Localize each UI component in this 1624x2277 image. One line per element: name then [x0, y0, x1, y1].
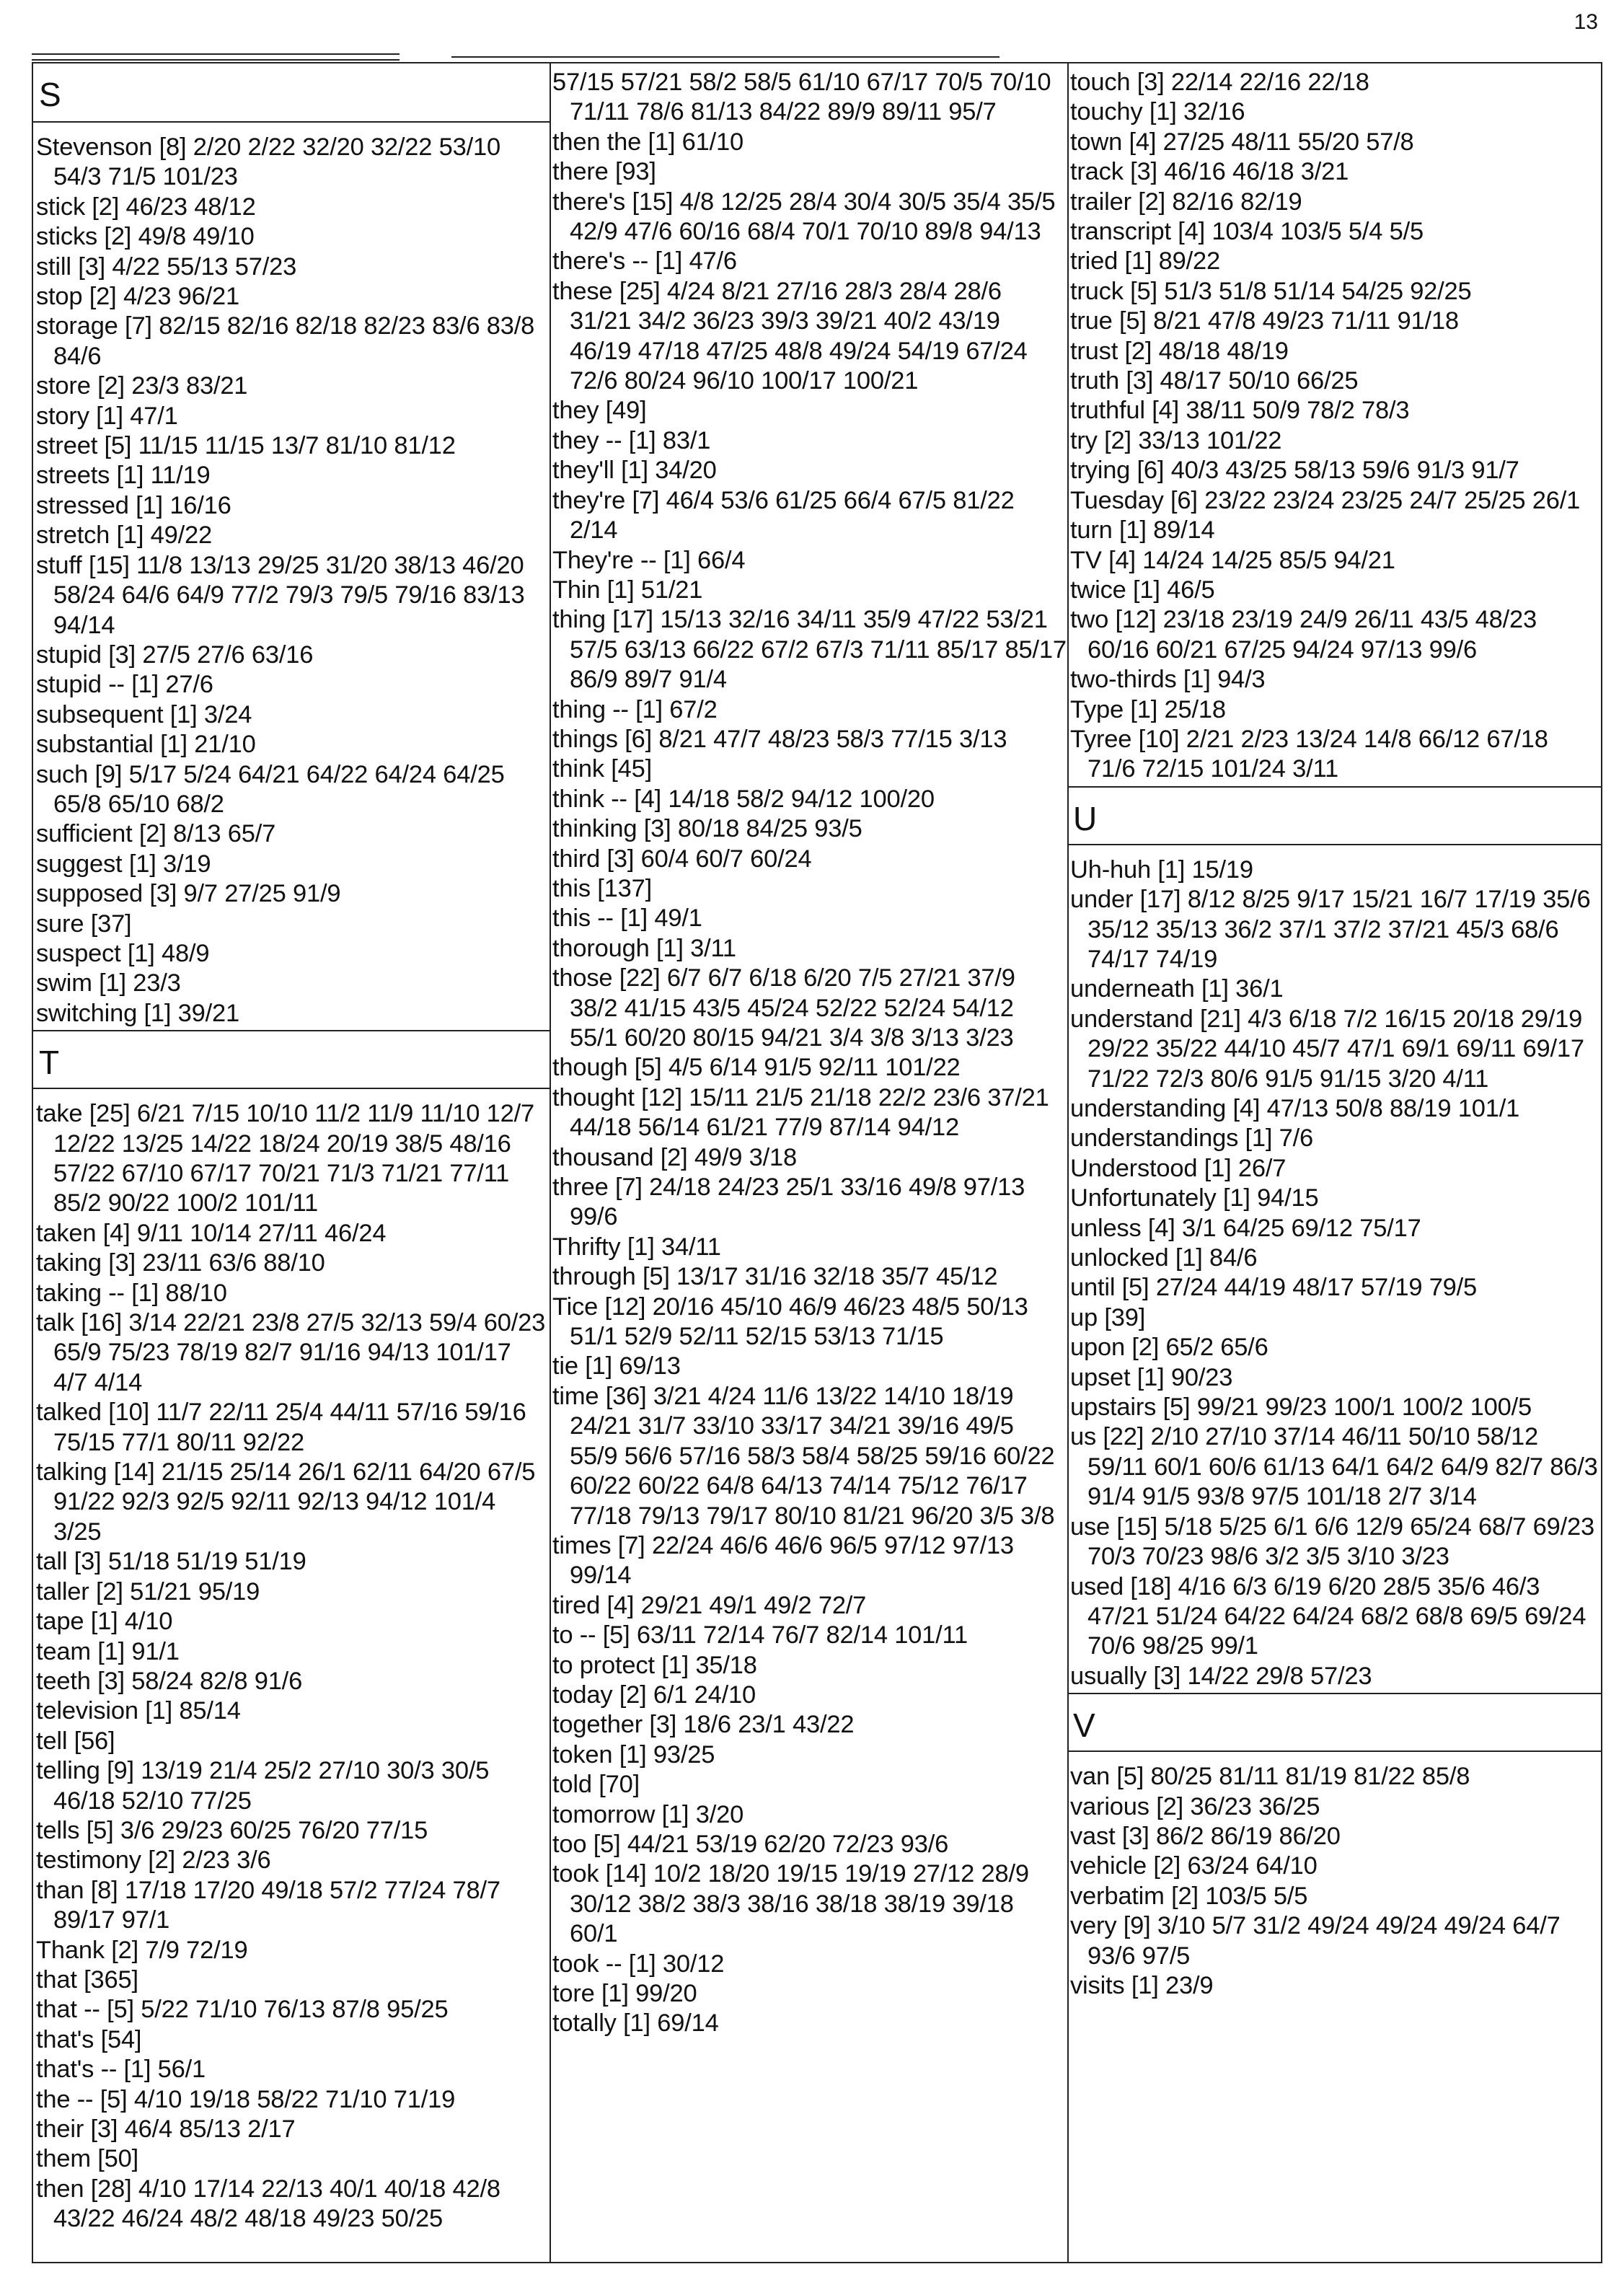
index-entry: this -- [1] 49/1: [552, 904, 702, 933]
index-entry: unless [4] 3/1 64/25 69/12 75/17: [1070, 1214, 1421, 1242]
index-entry: tried [1] 89/22: [1070, 247, 1220, 276]
index-entry: tired [4] 29/21 49/1 49/2 72/7: [552, 1591, 867, 1619]
index-entry: Understood [1] 26/7: [1070, 1154, 1287, 1182]
index-entry: supposed [3] 9/7 27/25 91/9: [36, 880, 341, 908]
index-entry: verbatim [2] 103/5 5/5: [1070, 1882, 1308, 1910]
index-entry: sufficient [2] 8/13 65/7: [36, 820, 276, 848]
index-entry: took -- [1] 30/12: [552, 1950, 725, 1978]
index-entry: up [39]: [1070, 1303, 1146, 1331]
index-entry: times [7] 22/24 46/6 46/6 96/5 97/12 97/13 99/14: [552, 1531, 1014, 1590]
index-entry: truck [5] 51/3 51/8 51/14 54/25 92/25: [1070, 277, 1472, 305]
index-entry: such [9] 5/17 5/24 64/21 64/22 64/24 64/25 65/8 65/10 68/2: [36, 760, 505, 818]
index-entry: Type [1] 25/18: [1070, 695, 1226, 723]
index-entry: Tuesday [6] 23/22 23/24 23/25 24/7 25/25 26/1: [1070, 486, 1581, 514]
index-entry: tie [1] 69/13: [552, 1352, 681, 1380]
index-entry: too [5] 44/21 53/19 62/20 72/23 93/6: [552, 1830, 949, 1858]
index-entry: those [22] 6/7 6/7 6/18 6/20 7/5 27/21 37/9 38/2 41/15 43/5 45/24 52/22 52/24 54/12 55/1 60/20 80/15 94/21 3/4 3/8 3/13 3/23: [552, 964, 1015, 1052]
header-rule: [451, 56, 999, 58]
index-section-continued: [550, 63, 1067, 2039]
index-entry: that [365]: [36, 1965, 138, 1994]
index-entry: under [17] 8/12 8/25 9/17 15/21 16/7 17/19 35/6 35/12 35/13 36/2 37/1 37/2 37/21 45/3 68/6 74/17 74/19: [1070, 886, 1591, 973]
index-entry: Thrifty [1] 34/11: [552, 1233, 721, 1261]
index-entry: tell [56]: [36, 1727, 115, 1755]
index-entry: this [137]: [552, 874, 653, 902]
index-entry: their [3] 46/4 85/13 2/17: [36, 2115, 296, 2143]
index-entry-list: [33, 133, 550, 1029]
section-letter-heading: T: [33, 1030, 550, 1089]
index-entry: Stevenson [8] 2/20 2/22 32/20 32/22 53/10 54/3 71/5 101/23: [36, 133, 500, 191]
index-entry: understanding [4] 47/13 50/8 88/19 101/1: [1070, 1095, 1520, 1122]
header-rule: [32, 53, 400, 55]
index-entry: stuff [15] 11/8 13/13 29/25 31/20 38/13 46/20 58/24 64/6 64/9 77/2 79/3 79/5 79/16 83/13 94/14: [36, 551, 525, 639]
index-entry: time [36] 3/21 4/24 11/6 13/22 14/10 18/19 24/21 31/7 33/10 33/17 34/21 39/16 49/5 55/9 56/6 57/16 58/3 58/4 58/25 59/16 60/22 60/22 60/22 64/8 64/13 74/14 75/12 76/17 77/18 79/13 79/17 80/10 81/21 96/20 3/5 3/8: [552, 1382, 1055, 1530]
index-entry: Thank [2] 7/9 72/19: [36, 1936, 248, 1964]
index-section-v: [1067, 1693, 1601, 2001]
index-entry: Uh-huh [1] 15/19: [1070, 855, 1253, 884]
index-entry: three [7] 24/18 24/23 25/1 33/16 49/8 97/13 99/6: [552, 1173, 1025, 1231]
index-entry-list: [1067, 855, 1601, 1691]
index-entry: Tice [12] 20/16 45/10 46/9 46/23 48/5 50/13 51/1 52/9 52/11 52/15 53/13 71/15: [552, 1292, 1028, 1351]
index-entry: sure [37]: [36, 910, 132, 938]
index-entry: two [12] 23/18 23/19 24/9 26/11 43/5 48/23 60/16 60/21 67/25 94/24 97/13 99/6: [1070, 606, 1537, 664]
index-entry: touchy [1] 32/16: [1070, 98, 1245, 126]
index-entry: thorough [1] 3/11: [552, 934, 736, 962]
index-entry: switching [1] 39/21: [36, 999, 239, 1027]
index-column-1: [33, 63, 551, 2262]
index-entry: today [2] 6/1 24/10: [552, 1681, 756, 1709]
index-entry: them [50]: [36, 2145, 139, 2173]
index-entry: truthful [4] 38/11 50/9 78/2 78/3: [1070, 397, 1410, 425]
index-entry: stupid [3] 27/5 27/6 63/16: [36, 640, 314, 669]
index-entry: various [2] 36/23 36/25: [1070, 1792, 1320, 1820]
index-frame: [32, 62, 1602, 2263]
section-letter-heading: V: [1067, 1693, 1601, 1752]
index-column-3: [1067, 63, 1601, 2262]
index-entry-list: [550, 68, 1067, 2039]
index-entry: testimony [2] 2/23 3/6: [36, 1846, 271, 1875]
index-entry: Unfortunately [1] 94/15: [1070, 1184, 1319, 1212]
index-entry: track [3] 46/16 46/18 3/21: [1070, 158, 1349, 186]
index-entry: TV [4] 14/24 14/25 85/5 94/21: [1070, 546, 1395, 574]
index-entry: things [6] 8/21 47/7 48/23 58/3 77/15 3/13: [552, 725, 1007, 753]
index-entry: taking -- [1] 88/10: [36, 1279, 227, 1307]
page-number: 13: [1574, 10, 1598, 34]
index-entry: touch [3] 22/14 22/16 22/18: [1070, 69, 1369, 96]
index-entry: think -- [4] 14/18 58/2 94/12 100/20: [552, 785, 935, 813]
index-entry: tore [1] 99/20: [552, 1980, 697, 2007]
index-entry: then [28] 4/10 17/14 22/13 40/1 40/18 42/8 43/22 46/24 48/2 48/18 49/23 50/25: [36, 2175, 500, 2233]
index-entry: usually [3] 14/22 29/8 57/23: [1070, 1662, 1372, 1690]
index-column-2: [550, 63, 1069, 2262]
index-entry: They're -- [1] 66/4: [552, 546, 746, 574]
index-entry: upstairs [5] 99/21 99/23 100/1 100/2 100/5: [1070, 1393, 1532, 1422]
index-entry: taller [2] 51/21 95/19: [36, 1577, 260, 1606]
index-entry: us [22] 2/10 27/10 37/14 46/11 50/10 58/12 59/11 60/1 60/6 61/13 64/1 64/2 64/9 82/7 86/3 91/4 91/5 93/8 97/5 101/18 2/7 3/14: [1070, 1423, 1598, 1511]
index-entry: stupid -- [1] 27/6: [36, 671, 213, 699]
index-entry: talked [10] 11/7 22/11 25/4 44/11 57/16 59/16 75/15 77/1 80/11 92/22: [36, 1399, 526, 1456]
index-entry: thought [12] 15/11 21/5 21/18 22/2 23/6 37/21 44/18 56/14 61/21 77/9 87/14 94/12: [552, 1083, 1049, 1142]
section-letter-heading: U: [1067, 786, 1601, 845]
index-entry: they -- [1] 83/1: [552, 426, 711, 454]
index-entry: teeth [3] 58/24 82/8 91/6: [36, 1667, 303, 1695]
index-entry: telling [9] 13/19 21/4 25/2 27/10 30/3 30/5 46/18 52/10 77/25: [36, 1757, 490, 1815]
index-entry: van [5] 80/25 81/11 81/19 81/22 85/8: [1070, 1763, 1470, 1791]
index-entry: two-thirds [1] 94/3: [1070, 666, 1266, 694]
index-entry: stretch [1] 49/22: [36, 521, 212, 550]
index-entry: there's -- [1] 47/6: [552, 247, 737, 276]
index-entry: talking [14] 21/15 25/14 26/1 62/11 64/20 67/5 91/22 92/3 92/5 92/11 92/13 94/12 101/4 3/25: [36, 1458, 536, 1546]
index-entry: Tyree [10] 2/21 2/23 13/24 14/8 66/12 67/18 71/6 72/15 101/24 3/11: [1070, 725, 1548, 783]
header-rule: [32, 59, 400, 61]
index-entry: thinking [3] 80/18 84/25 93/5: [552, 815, 862, 843]
index-entry: unlocked [1] 84/6: [1070, 1244, 1258, 1272]
index-entry: twice [1] 46/5: [1070, 576, 1215, 604]
index-entry: story [1] 47/1: [36, 402, 178, 430]
index-entry: through [5] 13/17 31/16 32/18 35/7 45/12: [552, 1263, 998, 1291]
index-entry: use [15] 5/18 5/25 6/1 6/6 12/9 65/24 68/7 69/23 70/3 70/23 98/6 3/2 3/5 3/10 3/23: [1070, 1512, 1595, 1571]
index-entry: understand [21] 4/3 6/18 7/2 16/15 20/18 29/19 29/22 35/22 44/10 45/7 47/1 69/1 69/11 69/17 71/22 72/3 80/6 91/5 91/15 3/20 4/11: [1070, 1005, 1584, 1093]
index-entry: though [5] 4/5 6/14 91/5 92/11 101/22: [552, 1054, 961, 1082]
index-entry: swim [1] 23/3: [36, 969, 181, 997]
index-entry: stick [2] 46/23 48/12: [36, 193, 256, 221]
index-section-continued: [1067, 63, 1601, 785]
index-entry: suspect [1] 48/9: [36, 939, 210, 967]
index-entry: taking [3] 23/11 63/6 88/10: [36, 1249, 325, 1277]
index-entry: television [1] 85/14: [36, 1697, 241, 1725]
index-entry: very [9] 3/10 5/7 31/2 49/24 49/24 49/24 64/7 93/6 97/5: [1070, 1912, 1561, 1970]
index-entry: streets [1] 11/19: [36, 462, 211, 490]
index-entry: 57/15 57/21 58/2 58/5 61/10 67/17 70/5 70/10 71/11 78/6 81/13 84/22 89/9 89/11 95/7: [552, 69, 1051, 126]
index-entry: vehicle [2] 63/24 64/10: [1070, 1852, 1318, 1880]
index-entry: to -- [5] 63/11 72/14 76/7 82/14 101/11: [552, 1621, 968, 1650]
index-entry: took [14] 10/2 18/20 19/15 19/19 27/12 28/9 30/12 38/2 38/3 38/16 38/18 38/19 39/18 60/1: [552, 1860, 1029, 1948]
index-entry-list: [1067, 1762, 1601, 2001]
index-entry: told [70]: [552, 1771, 640, 1799]
index-entry: thing -- [1] 67/2: [552, 695, 718, 723]
index-entry: visits [1] 23/9: [1070, 1971, 1214, 1999]
index-entry: third [3] 60/4 60/7 60/24: [552, 845, 812, 873]
index-entry: true [5] 8/21 47/8 49/23 71/11 91/18: [1070, 307, 1459, 335]
index-section-s: [33, 63, 550, 1029]
index-entry: until [5] 27/24 44/19 48/17 57/19 79/5: [1070, 1274, 1478, 1302]
index-entry: token [1] 93/25: [552, 1740, 715, 1769]
index-entry: stressed [1] 16/16: [36, 491, 231, 519]
index-entry-list: [33, 1099, 550, 2234]
index-entry: store [2] 23/3 83/21: [36, 372, 248, 400]
index-entry: still [3] 4/22 55/13 57/23: [36, 252, 297, 281]
index-entry: then the [1] 61/10: [552, 128, 743, 156]
index-section-t: [33, 1030, 550, 2234]
index-entry: town [4] 27/25 48/11 55/20 57/8: [1070, 128, 1414, 156]
index-entry: taken [4] 9/11 10/14 27/11 46/24: [36, 1219, 387, 1247]
index-entry: trailer [2] 82/16 82/19: [1070, 188, 1302, 216]
index-entry: that's -- [1] 56/1: [36, 2056, 206, 2084]
index-entry: that's [54]: [36, 2025, 142, 2053]
index-entry: understandings [1] 7/6: [1070, 1124, 1314, 1153]
index-entry: subsequent [1] 3/24: [36, 700, 252, 728]
index-entry: think [45]: [552, 755, 653, 783]
index-entry: suggest [1] 3/19: [36, 850, 211, 878]
index-section-u: [1067, 786, 1601, 1691]
index-entry: there's [15] 4/8 12/25 28/4 30/4 30/5 35/4 35/5 42/9 47/6 60/16 68/4 70/1 70/10 89/8 94/13: [552, 188, 1056, 246]
index-entry: street [5] 11/15 11/15 13/7 81/10 81/12: [36, 432, 456, 460]
index-entry: vast [3] 86/2 86/19 86/20: [1070, 1822, 1341, 1850]
index-entry: Thin [1] 51/21: [552, 576, 703, 604]
index-entry: thing [17] 15/13 32/16 34/11 35/9 47/22 53/21 57/5 63/13 66/22 67/2 67/3 71/11 85/17 85/17 86/9 89/7 91/4: [552, 606, 1067, 694]
index-entry: they [49]: [552, 397, 647, 425]
index-entry: upset [1] 90/23: [1070, 1363, 1233, 1391]
index-entry: that -- [5] 5/22 71/10 76/13 87/8 95/25: [36, 1996, 449, 2024]
index-entry: they're [7] 46/4 53/6 61/25 66/4 67/5 81/22 2/14: [552, 486, 1015, 545]
index-entry: truth [3] 48/17 50/10 66/25: [1070, 367, 1359, 395]
index-entry: there [93]: [552, 158, 656, 186]
index-entry: talk [16] 3/14 22/21 23/8 27/5 32/13 59/4 60/23 65/9 75/23 78/19 82/7 91/16 94/13 101/17 4/7 4/14: [36, 1309, 546, 1396]
index-entry: tall [3] 51/18 51/19 51/19: [36, 1548, 306, 1576]
index-entry: storage [7] 82/15 82/16 82/18 82/23 83/6 83/8 84/6: [36, 312, 535, 370]
section-letter-heading: S: [33, 63, 550, 123]
index-entry: tape [1] 4/10: [36, 1608, 173, 1636]
index-entry: stop [2] 4/23 96/21: [36, 283, 240, 311]
index-entry: these [25] 4/24 8/21 27/16 28/3 28/4 28/6 31/21 34/2 36/23 39/3 39/21 40/2 43/19 46/19 47/18 47/25 48/8 49/24 54/19 67/24 72/6 80/24 96/10 100/17 100/21: [552, 277, 1028, 395]
index-entry: used [18] 4/16 6/3 6/19 6/20 28/5 35/6 46/3 47/21 51/24 64/22 64/24 68/2 68/8 69/5 69/24 70/6 98/25 99/1: [1070, 1572, 1587, 1660]
index-entry: turn [1] 89/14: [1070, 516, 1215, 545]
index-entry: to protect [1] 35/18: [552, 1651, 757, 1679]
index-entry: the -- [5] 4/10 19/18 58/22 71/10 71/19: [36, 2085, 456, 2113]
index-entry: totally [1] 69/14: [552, 2009, 719, 2038]
index-entry: upon [2] 65/2 65/6: [1070, 1334, 1268, 1362]
index-entry: than [8] 17/18 17/20 49/18 57/2 77/24 78/7 89/17 97/1: [36, 1876, 500, 1934]
index-entry: together [3] 18/6 23/1 43/22: [552, 1711, 855, 1739]
index-entry: tells [5] 3/6 29/23 60/25 76/20 77/15: [36, 1816, 428, 1844]
index-entry: team [1] 91/1: [36, 1637, 180, 1665]
index-entry: substantial [1] 21/10: [36, 731, 256, 759]
index-entry: transcript [4] 103/4 103/5 5/4 5/5: [1070, 218, 1424, 246]
index-entry: trying [6] 40/3 43/25 58/13 59/6 91/3 91/7: [1070, 457, 1519, 485]
index-entry: thousand [2] 49/9 3/18: [552, 1143, 797, 1171]
index-entry: tomorrow [1] 3/20: [552, 1800, 744, 1828]
index-entry: trust [2] 48/18 48/19: [1070, 337, 1289, 365]
index-entry: try [2] 33/13 101/22: [1070, 426, 1282, 454]
index-entry: take [25] 6/21 7/15 10/10 11/2 11/9 11/10 12/7 12/22 13/25 14/22 18/24 20/19 38/5 48/16 57/22 67/10 67/17 70/21 71/3 71/21 77/11 85/2 90/22 100/2 101/11: [36, 1100, 534, 1217]
index-entry-list: [1067, 68, 1601, 785]
index-entry: sticks [2] 49/8 49/10: [36, 223, 255, 251]
index-entry: underneath [1] 36/1: [1070, 975, 1284, 1003]
index-entry: they'll [1] 34/20: [552, 457, 717, 485]
